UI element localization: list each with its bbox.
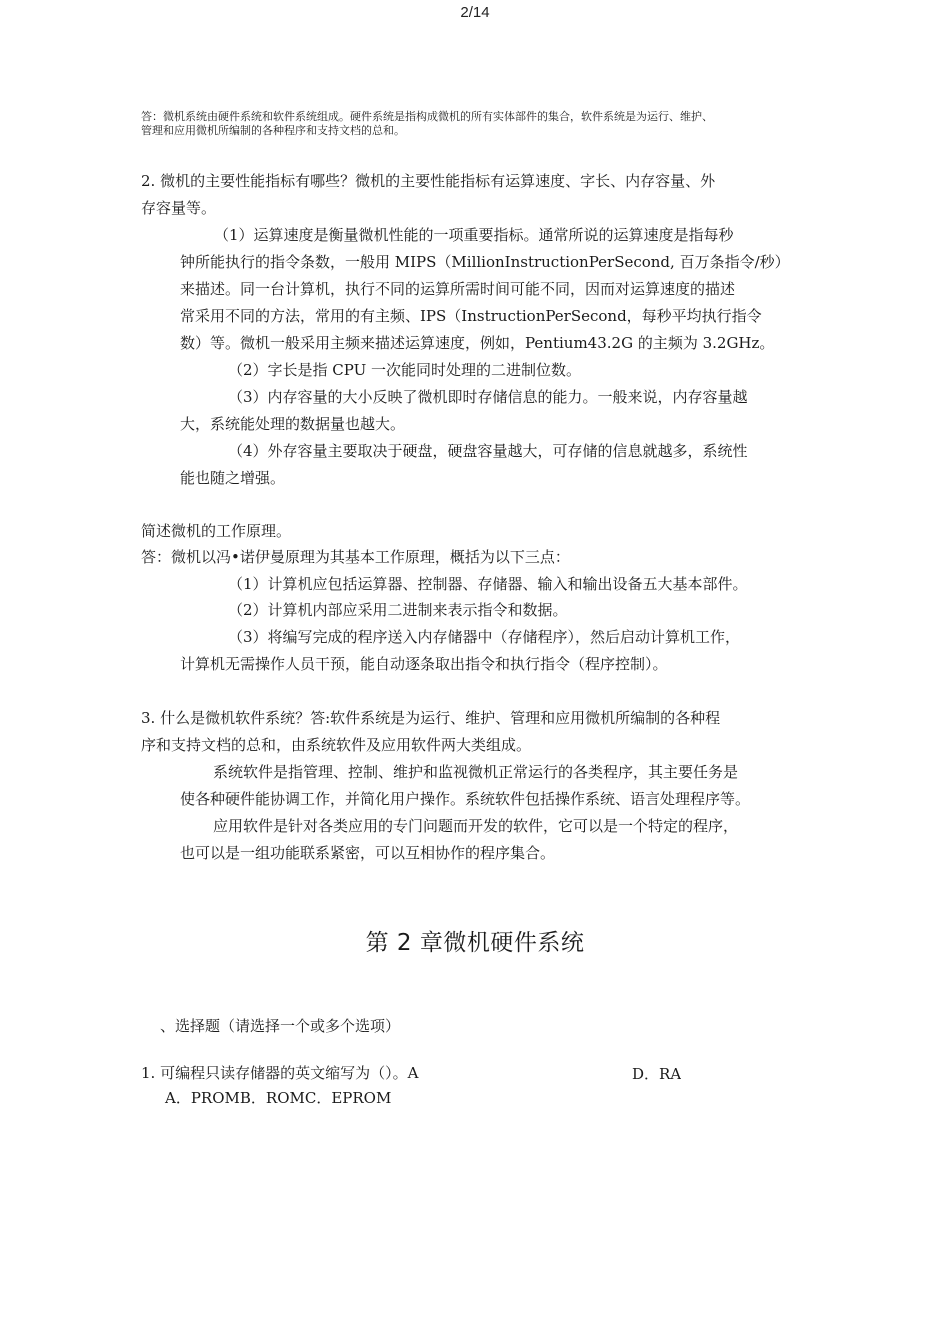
answer-1-line-1: 答：微机系统由硬件系统和软件系统组成。硬件系统是指构成微机的所有实体部件的集合，软件系统是为运行、维护、 <box>141 110 713 123</box>
work-principle-point-2: （2）计算机内部应采用二进制来表示指令和数据。 <box>228 601 568 619</box>
q2-paragraph-4-line: （4）外存容量主要取决于硬盘，硬盘容量越大，可存储的信息就越多，系统性 <box>228 442 748 460</box>
section-heading: 、选择题（请选择一个或多个选项） <box>160 1017 401 1035</box>
answer-1-line-2: 管理和应用微机所编制的各种程序和支持文档的总和。 <box>141 124 405 137</box>
q3-paragraph-1-line: 使各种硬件能协调工作，并简化用户操作。系统软件包括操作系统、语言处理程序等。 <box>180 790 751 808</box>
q2-paragraph-1-line: 来描述。同一台计算机，执行不同的运算所需时间可能不同，因而对运算速度的描述 <box>180 280 736 298</box>
work-principle-question: 简述微机的工作原理。 <box>141 522 292 540</box>
q2-paragraph-4-line: 能也随之增强。 <box>180 469 286 487</box>
mcq-1-cut-option-text: D．RA <box>632 1068 682 1080</box>
q2-paragraph-1-line: （1）运算速度是衡量微机性能的一项重要指标。通常所说的运算速度是指每秒 <box>214 226 734 244</box>
question-2-line-1: 2. 微机的主要性能指标有哪些？微机的主要性能指标有运算速度、字长、内存容量、外 <box>141 172 716 190</box>
mcq-1-options: A．PROMB．ROMC．EPROM <box>165 1089 392 1107</box>
work-principle-answer: 答：微机以冯•诺伊曼原理为其基本工作原理，概括为以下三点： <box>141 548 570 566</box>
q3-paragraph-2-line: 也可以是一组功能联系紧密，可以互相协作的程序集合。 <box>180 844 556 862</box>
question-2-line-2: 存容量等。 <box>141 199 217 217</box>
q2-paragraph-1-line: 数）等。微机一般采用主频来描述运算速度，例如，Pentium43.2G 的主频为 3.2GHz。 <box>180 334 775 352</box>
q2-paragraph-2: （2）字长是指 CPU 一次能同时处理的二进制位数。 <box>228 361 582 379</box>
question-3-line-1: 3. 什么是微机软件系统？答:软件系统是为运行、维护、管理和应用微机所编制的各种程 <box>141 709 721 727</box>
q3-paragraph-2-line: 应用软件是针对各类应用的专门问题而开发的软件，它可以是一个特定的程序， <box>213 817 739 835</box>
work-principle-point-1: （1）计算机应包括运算器、控制器、存储器、输入和输出设备五大基本部件。 <box>228 575 748 593</box>
question-3-line-2: 序和支持文档的总和，由系统软件及应用软件两大类组成。 <box>141 736 532 754</box>
q2-paragraph-1-line: 钟所能执行的指令条数，一般用 MIPS（MillionInstructionPerSecond, 百万条指令/秒） <box>180 253 790 271</box>
q2-paragraph-3-line: （3）内存容量的大小反映了微机即时存储信息的能力。一般来说，内存容量越 <box>228 388 748 406</box>
work-principle-point-3-line: 计算机无需操作人员干预，能自动逐条取出指令和执行指令（程序控制）。 <box>180 655 668 673</box>
q3-paragraph-1-line: 系统软件是指管理、控制、维护和监视微机正常运行的各类程序，其主要任务是 <box>213 763 739 781</box>
q2-paragraph-3-line: 大，系统能处理的数据量也越大。 <box>180 415 406 433</box>
chapter-title: 第 2 章微机硬件系统 <box>365 930 585 956</box>
work-principle-point-3-line: （3）将编写完成的程序送入内存储器中（存储程序），然后启动计算机工作， <box>228 628 741 646</box>
q2-paragraph-1-line: 常采用不同的方法，常用的有主频、IPS（InstructionPerSecond，每秒平均执行指令 <box>180 307 762 325</box>
mcq-1-cut-option <box>632 1068 681 1080</box>
page-number: 2/14 <box>460 4 490 21</box>
mcq-1-question: 1. 可编程只读存储器的英文缩写为（）。A <box>141 1064 419 1082</box>
